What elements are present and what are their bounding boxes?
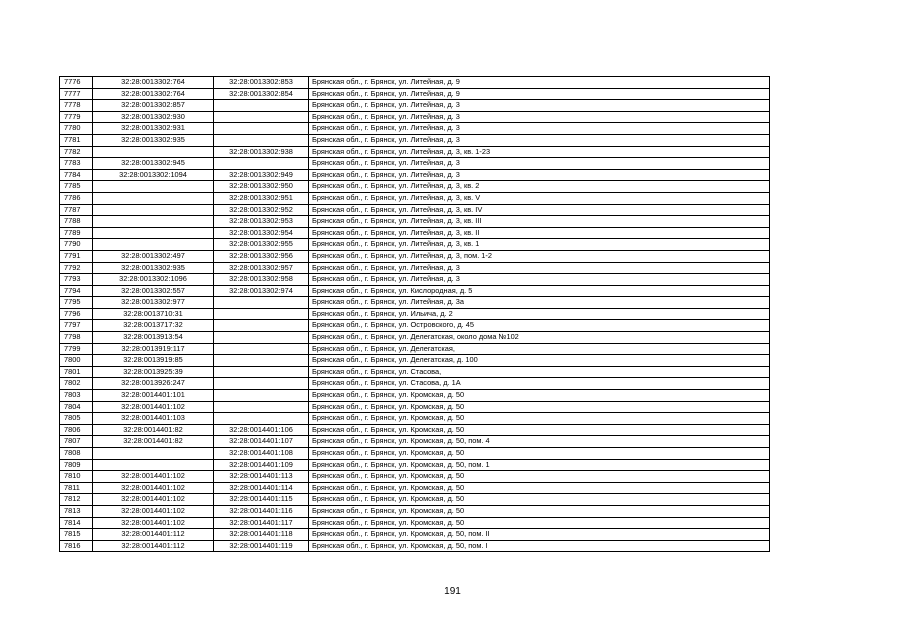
address-cell: Брянская обл., г. Брянск, ул. Кромская, д. 50 (309, 471, 770, 483)
address-cell: Брянская обл., г. Брянск, ул. Кромская, д. 50, пом. I (309, 540, 770, 552)
row-number-cell: 7790 (60, 239, 93, 251)
address-cell: Брянская обл., г. Брянск, ул. Кромская, д. 50, пом. II (309, 529, 770, 541)
table-row (60, 181, 770, 193)
address-cell: Брянская обл., г. Брянск, ул. Литейная, д. 3, кв. 1 (309, 239, 770, 251)
address-cell: Брянская обл., г. Брянск, ул. Кромская, д. 50 (309, 505, 770, 517)
table-row (60, 308, 770, 320)
object-cadastral-number-cell: 32:28:0013302:949 (214, 169, 309, 181)
row-number-cell: 7816 (60, 540, 93, 552)
table-row (60, 146, 770, 158)
object-cadastral-number-cell (214, 100, 309, 112)
row-number-cell: 7776 (60, 77, 93, 89)
parcel-cadastral-number-cell: 32:28:0014401:82 (93, 436, 214, 448)
parcel-cadastral-number-cell (93, 204, 214, 216)
table-row (60, 320, 770, 332)
table-row (60, 366, 770, 378)
object-cadastral-number-cell: 32:28:0013302:954 (214, 227, 309, 239)
row-number-cell: 7788 (60, 216, 93, 228)
parcel-cadastral-number-cell: 32:28:0014401:102 (93, 401, 214, 413)
parcel-cadastral-number-cell: 32:28:0013302:935 (93, 262, 214, 274)
row-number-cell: 7797 (60, 320, 93, 332)
table-row (60, 332, 770, 344)
object-cadastral-number-cell: 32:28:0014401:106 (214, 424, 309, 436)
address-cell: Брянская обл., г. Брянск, ул. Стасова, д. 1А (309, 378, 770, 390)
parcel-cadastral-number-cell: 32:28:0013919:117 (93, 343, 214, 355)
object-cadastral-number-cell: 32:28:0013302:955 (214, 239, 309, 251)
parcel-cadastral-number-cell: 32:28:0013302:935 (93, 134, 214, 146)
table-row (60, 100, 770, 112)
address-cell: Брянская обл., г. Брянск, ул. Литейная, д. 3, кв. 1-23 (309, 146, 770, 158)
row-number-cell: 7789 (60, 227, 93, 239)
address-cell: Брянская обл., г. Брянск, ул. Кромская, д. 50, пом. 4 (309, 436, 770, 448)
address-cell: Брянская обл., г. Брянск, ул. Островского, д. 45 (309, 320, 770, 332)
row-number-cell: 7815 (60, 529, 93, 541)
object-cadastral-number-cell: 32:28:0014401:108 (214, 448, 309, 460)
table-row (60, 343, 770, 355)
object-cadastral-number-cell (214, 123, 309, 135)
table-row (60, 123, 770, 135)
parcel-cadastral-number-cell: 32:28:0013302:945 (93, 158, 214, 170)
address-cell: Брянская обл., г. Брянск, ул. Литейная, д. 3 (309, 158, 770, 170)
row-number-cell: 7807 (60, 436, 93, 448)
table-row (60, 250, 770, 262)
parcel-cadastral-number-cell: 32:28:0014401:82 (93, 424, 214, 436)
object-cadastral-number-cell (214, 308, 309, 320)
object-cadastral-number-cell (214, 320, 309, 332)
parcel-cadastral-number-cell: 32:28:0013302:857 (93, 100, 214, 112)
address-cell: Брянская обл., г. Брянск, ул. Литейная, д. 3 (309, 274, 770, 286)
parcel-cadastral-number-cell (93, 146, 214, 158)
address-cell: Брянская обл., г. Брянск, ул. Делегатская, д. 100 (309, 355, 770, 367)
table-row (60, 111, 770, 123)
row-number-cell: 7811 (60, 482, 93, 494)
address-cell: Брянская обл., г. Брянск, ул. Ильича, д. 2 (309, 308, 770, 320)
object-cadastral-number-cell (214, 355, 309, 367)
object-cadastral-number-cell: 32:28:0013302:953 (214, 216, 309, 228)
address-cell: Брянская обл., г. Брянск, ул. Делегатская, (309, 343, 770, 355)
parcel-cadastral-number-cell (93, 192, 214, 204)
address-cell: Брянская обл., г. Брянск, ул. Кислородная, д. 5 (309, 285, 770, 297)
parcel-cadastral-number-cell (93, 181, 214, 193)
address-cell: Брянская обл., г. Брянск, ул. Литейная, д. 9 (309, 77, 770, 89)
table-row (60, 192, 770, 204)
row-number-cell: 7794 (60, 285, 93, 297)
object-cadastral-number-cell (214, 134, 309, 146)
parcel-cadastral-number-cell: 32:28:0014401:101 (93, 390, 214, 402)
address-cell: Брянская обл., г. Брянск, ул. Литейная, д. 3, пом. 1-2 (309, 250, 770, 262)
row-number-cell: 7803 (60, 390, 93, 402)
parcel-cadastral-number-cell: 32:28:0014401:103 (93, 413, 214, 425)
address-cell: Брянская обл., г. Брянск, ул. Литейная, д. 3, кв. IV (309, 204, 770, 216)
table-row (60, 297, 770, 309)
address-cell: Брянская обл., г. Брянск, ул. Литейная, д. 3, кв. 2 (309, 181, 770, 193)
row-number-cell: 7814 (60, 517, 93, 529)
parcel-cadastral-number-cell: 32:28:0014401:102 (93, 517, 214, 529)
table-row (60, 285, 770, 297)
row-number-cell: 7782 (60, 146, 93, 158)
address-cell: Брянская обл., г. Брянск, ул. Кромская, д. 50 (309, 424, 770, 436)
page-number: 191 (444, 586, 461, 597)
parcel-cadastral-number-cell: 32:28:0013913:54 (93, 332, 214, 344)
address-cell: Брянская обл., г. Брянск, ул. Стасова, (309, 366, 770, 378)
parcel-cadastral-number-cell: 32:28:0013302:931 (93, 123, 214, 135)
object-cadastral-number-cell (214, 111, 309, 123)
table-row (60, 459, 770, 471)
object-cadastral-number-cell: 32:28:0014401:114 (214, 482, 309, 494)
row-number-cell: 7787 (60, 204, 93, 216)
object-cadastral-number-cell: 32:28:0013302:974 (214, 285, 309, 297)
object-cadastral-number-cell (214, 158, 309, 170)
table-row (60, 529, 770, 541)
row-number-cell: 7812 (60, 494, 93, 506)
object-cadastral-number-cell: 32:28:0013302:951 (214, 192, 309, 204)
parcel-cadastral-number-cell: 32:28:0013302:764 (93, 77, 214, 89)
table-row (60, 204, 770, 216)
row-number-cell: 7778 (60, 100, 93, 112)
address-cell: Брянская обл., г. Брянск, ул. Литейная, д. 3 (309, 262, 770, 274)
table-row (60, 77, 770, 89)
parcel-cadastral-number-cell: 32:28:0013302:977 (93, 297, 214, 309)
table-row (60, 158, 770, 170)
object-cadastral-number-cell: 32:28:0013302:956 (214, 250, 309, 262)
row-number-cell: 7796 (60, 308, 93, 320)
parcel-cadastral-number-cell: 32:28:0014401:102 (93, 482, 214, 494)
object-cadastral-number-cell: 32:28:0013302:958 (214, 274, 309, 286)
parcel-cadastral-number-cell: 32:28:0013302:1096 (93, 274, 214, 286)
object-cadastral-number-cell: 32:28:0014401:107 (214, 436, 309, 448)
address-cell: Брянская обл., г. Брянск, ул. Кромская, д. 50 (309, 494, 770, 506)
address-cell: Брянская обл., г. Брянск, ул. Кромская, д. 50, пом. 1 (309, 459, 770, 471)
object-cadastral-number-cell (214, 343, 309, 355)
table-row (60, 482, 770, 494)
parcel-cadastral-number-cell: 32:28:0014401:102 (93, 494, 214, 506)
parcel-cadastral-number-cell (93, 448, 214, 460)
address-cell: Брянская обл., г. Брянск, ул. Литейная, д. 3, кв. V (309, 192, 770, 204)
row-number-cell: 7798 (60, 332, 93, 344)
address-cell: Брянская обл., г. Брянск, ул. Делегатская, около дома №102 (309, 332, 770, 344)
table-row (60, 424, 770, 436)
object-cadastral-number-cell: 32:28:0013302:957 (214, 262, 309, 274)
parcel-cadastral-number-cell: 32:28:0014401:102 (93, 471, 214, 483)
object-cadastral-number-cell: 32:28:0014401:119 (214, 540, 309, 552)
address-cell: Брянская обл., г. Брянск, ул. Литейная, д. 3 (309, 169, 770, 181)
row-number-cell: 7809 (60, 459, 93, 471)
address-cell: Брянская обл., г. Брянск, ул. Кромская, д. 50 (309, 517, 770, 529)
table-row (60, 401, 770, 413)
parcel-cadastral-number-cell (93, 459, 214, 471)
table-row (60, 378, 770, 390)
address-cell: Брянская обл., г. Брянск, ул. Кромская, д. 50 (309, 482, 770, 494)
row-number-cell: 7799 (60, 343, 93, 355)
table-row (60, 134, 770, 146)
row-number-cell: 7802 (60, 378, 93, 390)
row-number-cell: 7800 (60, 355, 93, 367)
row-number-cell: 7801 (60, 366, 93, 378)
parcel-cadastral-number-cell: 32:28:0013919:85 (93, 355, 214, 367)
row-number-cell: 7786 (60, 192, 93, 204)
object-cadastral-number-cell: 32:28:0014401:117 (214, 517, 309, 529)
row-number-cell: 7805 (60, 413, 93, 425)
address-cell: Брянская обл., г. Брянск, ул. Литейная, д. 3, кв. III (309, 216, 770, 228)
object-cadastral-number-cell: 32:28:0013302:938 (214, 146, 309, 158)
object-cadastral-number-cell: 32:28:0013302:950 (214, 181, 309, 193)
row-number-cell: 7781 (60, 134, 93, 146)
parcel-cadastral-number-cell: 32:28:0013717:32 (93, 320, 214, 332)
row-number-cell: 7795 (60, 297, 93, 309)
registry-table-body (60, 77, 770, 552)
object-cadastral-number-cell (214, 401, 309, 413)
table-row (60, 390, 770, 402)
row-number-cell: 7791 (60, 250, 93, 262)
object-cadastral-number-cell: 32:28:0013302:853 (214, 77, 309, 89)
parcel-cadastral-number-cell: 32:28:0014401:112 (93, 529, 214, 541)
table-row (60, 227, 770, 239)
row-number-cell: 7777 (60, 88, 93, 100)
row-number-cell: 7810 (60, 471, 93, 483)
table-row (60, 216, 770, 228)
table-row (60, 355, 770, 367)
table-row (60, 494, 770, 506)
row-number-cell: 7804 (60, 401, 93, 413)
address-cell: Брянская обл., г. Брянск, ул. Кромская, д. 50 (309, 401, 770, 413)
object-cadastral-number-cell (214, 390, 309, 402)
parcel-cadastral-number-cell: 32:28:0014401:112 (93, 540, 214, 552)
registry-table (59, 76, 770, 552)
object-cadastral-number-cell: 32:28:0013302:952 (214, 204, 309, 216)
object-cadastral-number-cell: 32:28:0014401:109 (214, 459, 309, 471)
object-cadastral-number-cell (214, 378, 309, 390)
parcel-cadastral-number-cell: 32:28:0013925:39 (93, 366, 214, 378)
parcel-cadastral-number-cell: 32:28:0013302:1094 (93, 169, 214, 181)
object-cadastral-number-cell: 32:28:0014401:115 (214, 494, 309, 506)
table-row (60, 540, 770, 552)
object-cadastral-number-cell (214, 332, 309, 344)
row-number-cell: 7793 (60, 274, 93, 286)
parcel-cadastral-number-cell: 32:28:0013710:31 (93, 308, 214, 320)
address-cell: Брянская обл., г. Брянск, ул. Литейная, д. 3, кв. II (309, 227, 770, 239)
address-cell: Брянская обл., г. Брянск, ул. Литейная, д. 3 (309, 134, 770, 146)
table-row (60, 448, 770, 460)
table-row (60, 436, 770, 448)
row-number-cell: 7806 (60, 424, 93, 436)
row-number-cell: 7779 (60, 111, 93, 123)
row-number-cell: 7813 (60, 505, 93, 517)
table-row (60, 517, 770, 529)
row-number-cell: 7780 (60, 123, 93, 135)
table-row (60, 471, 770, 483)
table-row (60, 239, 770, 251)
object-cadastral-number-cell: 32:28:0014401:113 (214, 471, 309, 483)
address-cell: Брянская обл., г. Брянск, ул. Литейная, д. 3а (309, 297, 770, 309)
address-cell: Брянская обл., г. Брянск, ул. Кромская, д. 50 (309, 390, 770, 402)
row-number-cell: 7808 (60, 448, 93, 460)
address-cell: Брянская обл., г. Брянск, ул. Кромская, д. 50 (309, 448, 770, 460)
parcel-cadastral-number-cell: 32:28:0013302:557 (93, 285, 214, 297)
parcel-cadastral-number-cell (93, 216, 214, 228)
table-row (60, 88, 770, 100)
address-cell: Брянская обл., г. Брянск, ул. Кромская, д. 50 (309, 413, 770, 425)
address-cell: Брянская обл., г. Брянск, ул. Литейная, д. 3 (309, 100, 770, 112)
table-row (60, 274, 770, 286)
parcel-cadastral-number-cell: 32:28:0013302:764 (93, 88, 214, 100)
object-cadastral-number-cell (214, 297, 309, 309)
table-row (60, 505, 770, 517)
row-number-cell: 7783 (60, 158, 93, 170)
object-cadastral-number-cell: 32:28:0013302:854 (214, 88, 309, 100)
parcel-cadastral-number-cell: 32:28:0013302:930 (93, 111, 214, 123)
table-row (60, 262, 770, 274)
object-cadastral-number-cell: 32:28:0014401:116 (214, 505, 309, 517)
object-cadastral-number-cell: 32:28:0014401:118 (214, 529, 309, 541)
address-cell: Брянская обл., г. Брянск, ул. Литейная, д. 3 (309, 123, 770, 135)
parcel-cadastral-number-cell: 32:28:0013302:497 (93, 250, 214, 262)
address-cell: Брянская обл., г. Брянск, ул. Литейная, д. 3 (309, 111, 770, 123)
table-row (60, 169, 770, 181)
object-cadastral-number-cell (214, 413, 309, 425)
row-number-cell: 7785 (60, 181, 93, 193)
parcel-cadastral-number-cell (93, 227, 214, 239)
table-row (60, 413, 770, 425)
address-cell: Брянская обл., г. Брянск, ул. Литейная, д. 9 (309, 88, 770, 100)
parcel-cadastral-number-cell: 32:28:0014401:102 (93, 505, 214, 517)
parcel-cadastral-number-cell: 32:28:0013926:247 (93, 378, 214, 390)
parcel-cadastral-number-cell (93, 239, 214, 251)
object-cadastral-number-cell (214, 366, 309, 378)
row-number-cell: 7784 (60, 169, 93, 181)
row-number-cell: 7792 (60, 262, 93, 274)
